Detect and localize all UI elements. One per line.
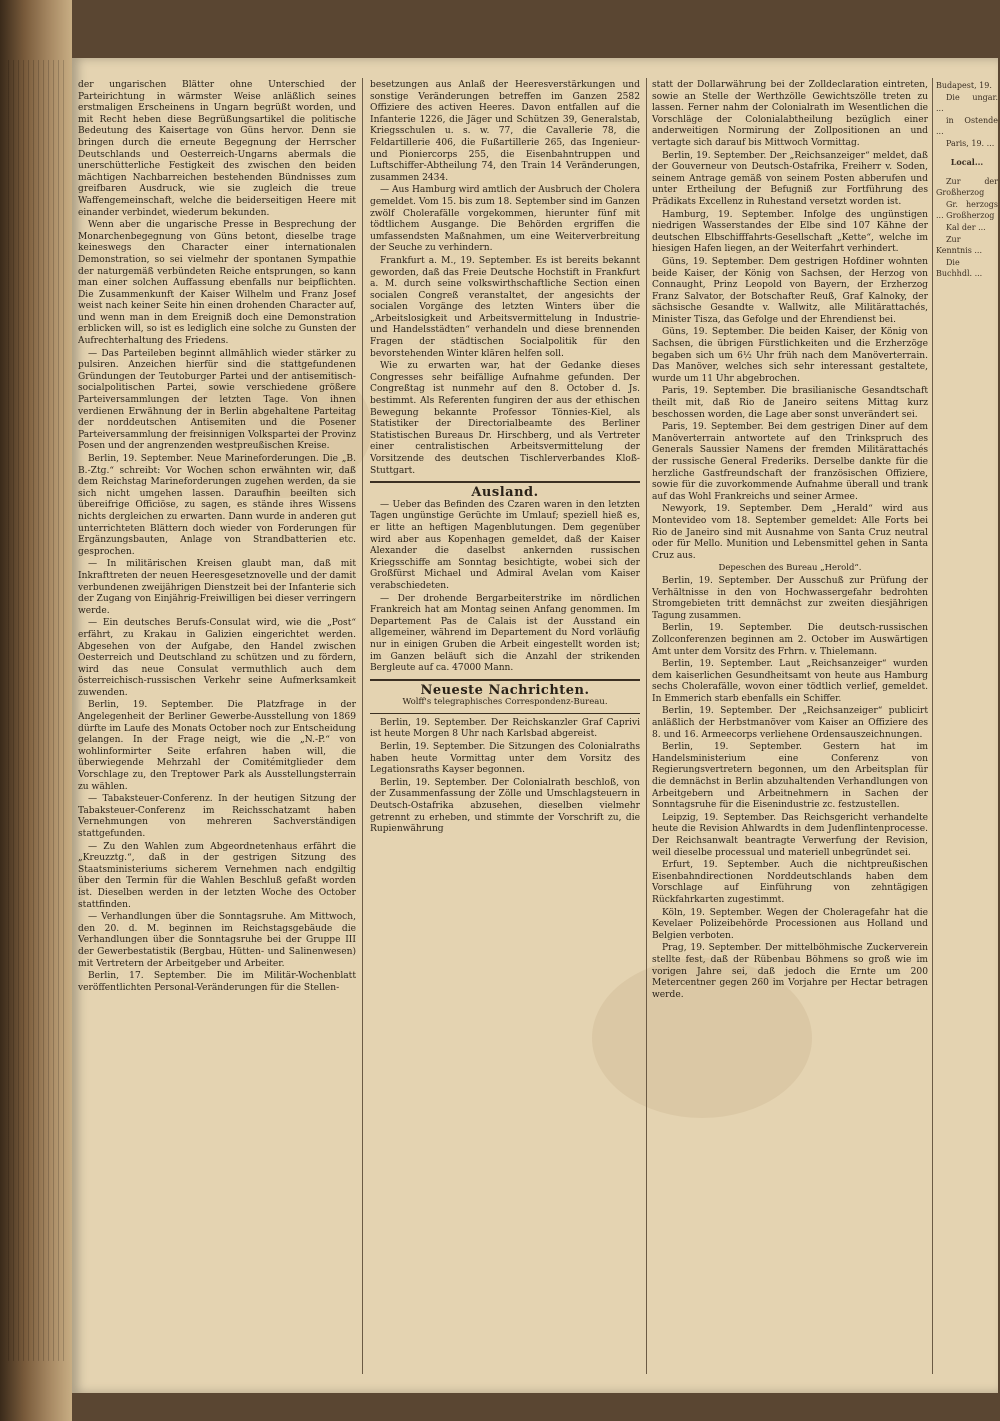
column-1	[78, 80, 356, 1380]
article-paragraph: Güns, 19. September. Dem gestrigen Hofdiner wohnten beide Kaiser, der König von Sachsen, der Herzog von Connaught, Prinz Leopold von Bayern, der Erzherzog Franz Salvator, der Botschafter Reuß, Graf Kalnoky, der sächsische Gesandte v. Wallwitz, alle Militärattachés, Minister Tisza, das Gefolge und der Ehrendienst bei.	[652, 256, 928, 325]
fragment-line: Budapest, 19.	[936, 81, 992, 90]
article-paragraph: der ungarischen Blätter ohne Unterschied der Parteirichtung in wärmster Weise anläßlich seines erstmaligen Erscheinens in Ungarn begrüßt worden, und mit Recht heben diese Begrüßungsartikel die politische Bedeutung des Kaisertage von Güns hervor. Denn sie bringen durch die erneute Begegnung der Herrscher Deutschlands und Oesterreich-Ungarns abermals die unerschütterliche Festigkeit des zwischen den beiden mächtigen Nachbarreichen bestehenden Bündnisses zum greifbaren Ausdruck, wie sie zugleich die treue Waffengemeinschaft, welche die beiderseitigen Heere mit einander verbindet, wiederum bekunden.	[78, 80, 356, 218]
fragment-heading: Local...	[950, 157, 984, 167]
article-paragraph: Wie zu erwarten war, hat der Gedanke dieses Congresses sehr beifällige Aufnahme gefunden. Der Congreßtag ist nunmehr auf den 8. October d. Js. bestimmt. Als Referenten fungiren der aus der ethischen Bewegung bekannte Professor Tönnies-Kiel, als Statistiker der Directorialbeamte des Berliner Statistischen Bureaus Dr. Hirschberg, und als Vertreter einer centralistischen Arbeitsvermittelung der Vorsitzende des deutschen Tischlerverbandes Kloß-Stuttgart.	[370, 361, 640, 476]
section-rule	[370, 713, 640, 714]
article-paragraph: Berlin, 19. September. Der Colonialrath beschloß, von der Zusammenfassung der Zölle und Umschlagsteuern in Deutsch-Ostafrika abzusehen, dieselben vielmehr getrennt zu erheben, und stimmte der Vorschrift zu, die Rupienwährung	[370, 777, 640, 835]
article-paragraph: — Der drohende Bergarbeiterstrike im nördlichen Frankreich hat am Montag seinen Anfang genommen. Im Departement Pas de Calais ist der Ausstand ein allgemeiner, während im Departement du Nord vorläufig nur in einigen Gruben die Arbeit eingestellt worden ist; im Ganzen beläuft sich die Anzahl der strikenden Bergleute auf ca. 47000 Mann.	[370, 593, 640, 674]
article-paragraph: — Ueber das Befinden des Czaren waren in den letzten Tagen ungünstige Gerüchte im Umlauf; speziell hieß es, er litte an heftigen Magenblutungen. Dem gegenüber wird aber aus Kopenhagen gemeldet, daß der Kaiser Alexander die daselbst ankernden russischen Kriegsschiffe am Sonntag besichtigte, wobei sich der Großfürst Michael und Admiral Avelan vom Kaiser verabschiedeten.	[370, 499, 640, 591]
article-paragraph: — Verhandlungen über die Sonntagsruhe. Am Mittwoch, den 20. d. M. beginnen im Reichstagsgebäude die Verhandlungen über die Sonntagsruhe bei der Gruppe III der Gewerbestatistik (Bergbau, Hütten- und Salinenwesen) mit Vertretern der Arbeitgeber und Arbeiter.	[78, 912, 356, 969]
article-paragraph: Güns, 19. September. Die beiden Kaiser, der König von Sachsen, die übrigen Fürstlichkeiten und die Erzherzöge begaben sich um 6½ Uhr früh nach dem Manöverterrain. Das Manöver, welches sich sehr interessant gestaltete, wurde um 11 Uhr abgebrochen.	[652, 327, 928, 384]
article-paragraph: Hamburg, 19. September. Infolge des ungünstigen niedrigen Wasserstandes der Elbe sind 107 Kähne der deutschen Elbschifffahrts-Gesellschaft „Kette“, welche im hiesigen Hafen liegen, an der Weiterfahrt verhindert.	[652, 209, 928, 255]
article-paragraph: Wenn aber die ungarische Presse in Besprechung der Monarchenbegegnung von Güns betont, dieselbe trage keineswegs den Character einer internationalen Demonstration, so sei vielmehr der spontanen Sympathie der naturgemäß verbündeten Reiche entsprungen, so kann man einer solchen Auffassung ebenfalls nur beipflichten. Die Zusammenkunft der Kaiser Wilhelm und Franz Josef weist nach keiner Seite hin einen drohenden Character auf, und wenn man in dem Ereigniß doch eine Demonstration erblicken will, so ist es lediglich eine solche zu Gunsten der Aufrechterhaltung des Friedens.	[78, 220, 356, 347]
article-paragraph: — In militärischen Kreisen glaubt man, daß mit Inkrafttreten der neuen Heeresgesetznovelle und der damit verbundenen zweijährigen Dienstzeit bei der Infanterie sich der Zugang von Einjährig-Freiwilligen bei dieser verringern werde.	[78, 559, 356, 616]
article-paragraph: Paris, 19. September. Bei dem gestrigen Diner auf dem Manöverterrain antwortete auf den Trinkspruch des Generals Saussier Namens der fremden Militärattachés der russische General Frederiks. Derselbe dankte für die herzliche Gastfreundschaft der französischen Offiziere, sowie für die zuvorkommende Aufnahme überall und trank auf das Wohl Frankreichs und seiner Armee.	[652, 422, 928, 502]
article-paragraph: — Zu den Wahlen zum Abgeordnetenhaus erfährt die „Kreuzztg.“, daß in der gestrigen Sitzung des Staatsministeriums sicherem Vernehmen nach endgiltig über den Termin für die Wahlen Beschluß gefaßt worden ist. Dieselben werden in der letzten Woche des October stattfinden.	[78, 841, 356, 910]
article-paragraph: Berlin, 17. September. Die im Militär-Wochenblatt veröffentlichten Personal-Veränderungen für die Stellen-	[78, 971, 356, 993]
article-paragraph: — Ein deutsches Berufs-Consulat wird, wie die „Post“ erfährt, zu Krakau in Galizien eingerichtet werden. Abgesehen von der Aufgabe, den Handel zwischen Oesterreich und Deutschland zu schützen und zu fördern, wird das neue Consulat vermuthlich auch dem österreichisch-russischen Verkehr seine Aufmerksamkeit zuwenden.	[78, 618, 356, 698]
fragment-line: in Ostende ...	[936, 116, 998, 136]
article-paragraph: — Das Parteileben beginnt allmählich wieder stärker zu pulsiren. Anzeichen hierfür sind die stattgefundenen Gründungen der Teutoburger Partei und der antisemitisch-socialpolitischen Partei, sowie verschiedene größere Parteiversammlungen der letzten Tage. Von ihnen verdienen Erwähnung der in Berlin abgehaltene Parteitag der norddeutschen Antisemiten und die Posener Parteiversammlung der freisinnigen Volkspartei der Provinz Posen und der angrenzenden westpreußischen Kreise.	[78, 348, 356, 452]
column-divider	[362, 78, 363, 1374]
section-heading-neueste: Neueste Nachrichten.	[420, 682, 590, 698]
article-paragraph: statt der Dollarwährung bei der Zolldeclaration eintreten, sowie an Stelle der Werthzölle Gewichtszölle treten zu lassen. Ferner nahm der Colonialrath im Wesentlichen die Vorschläge der Colonialabtheilung bezüglich einer anderweitigen Normirung der Zollpositionen an und vertagte sich darauf bis Mittwoch Vormittag.	[652, 80, 928, 148]
column-4-partial	[936, 80, 998, 1380]
newspaper-page	[72, 58, 998, 1393]
column-divider	[932, 78, 933, 1374]
article-paragraph: Berlin, 19. September. Laut „Reichsanzeiger“ wurden dem kaiserlichen Gesundheitsamt von heute aus Hamburg sechs Cholerafälle, wovon einer tödtlich verlief, gemeldet. In Emmerich starb ebenfalls ein Schiffer.	[652, 659, 928, 704]
article-paragraph: Berlin, 19. September. Die Platzfrage in der Angelegenheit der Berliner Gewerbe-Ausstellung von 1869 dürfte im Laufe des Monats October noch zur Entscheidung gelangen. In der Frage neigt, wie die „N.-P.“ von wohlinformirter Seite erfahren haben will, die überwiegende Mehrzahl der Comitémitglieder dem Vorschlage zu, den Treptower Park als Ausstellungsterrain zu wählen.	[78, 700, 356, 792]
article-paragraph: Berlin, 19. September. Der „Reichsanzeiger“ publicirt anläßlich der Herbstmanöver vom Kaiser an Offiziere des 8. und 16. Armeecorps verliehene Ordensauszeichnungen.	[652, 706, 928, 740]
article-paragraph: Berlin, 19. September. Die Sitzungen des Colonialraths haben heute Vormittag unter dem Vorsitz des Legationsraths Kayser begonnen.	[370, 742, 640, 776]
column-divider	[646, 78, 647, 1374]
article-paragraph: Paris, 19. September. Die brasilianische Gesandtschaft theilt mit, daß Rio de Janeiro seitens Mittag kurz beschossen worden, die Lage aber sonst unverändert sei.	[652, 386, 928, 420]
article-paragraph: Berlin, 19. September. Neue Marineforderungen. Die „B. B.-Ztg.“ schreibt: Vor Wochen schon erwähnten wir, daß dem Reichstag Marineforderungen zugehen werden, da sie sich nicht umgehen lassen. Daraufhin beeilten sich übereifrige Officiöse, zu sagen, es stände ihres Wissens nichts dergleichen zu erwarten. Dann wurde in anderen gut unterrichteten Blättern doch wieder von Forderungen für Ergänzungsbauten, Anlage von Strandbatterien etc. gesprochen.	[78, 454, 356, 557]
article-paragraph: Prag, 19. September. Der mittelböhmische Zuckerverein stellte fest, daß der Rübenbau Böhmens so groß wie im vorigen Jahre sei, daß jedoch die Ernte um 200 Metercentner gegen 260 im Vorjahre per Hectar betragen werde.	[652, 943, 928, 1000]
article-paragraph: Berlin, 19. September. Der Reichskanzler Graf Caprivi ist heute Morgen 8 Uhr nach Karlsbad abgereist.	[370, 717, 640, 740]
article-paragraph: besetzungen aus Anlaß der Heeresverstärkungen und sonstige Veränderungen betreffen im Ganzen 2582 Offiziere des activen Heeres. Davon entfallen auf die Infanterie 1226, die Jäger und Schützen 39, Generalstab, Kriegsschulen u. s. w. 77, die Cavallerie 78, die Feldartillerie 406, die Fußartillerie 265, das Ingenieur- und Pioniercorps 255, die Eisenbahntruppen und Luftschiffer-Abtheilung 74, den Train 14 Veränderungen, zusammen 2434.	[370, 80, 640, 183]
section-heading-ausland: Ausland.	[471, 485, 539, 501]
column-3	[652, 80, 928, 1380]
section-subheading: Depeschen des Bureau „Herold“.	[718, 563, 862, 574]
article-paragraph: — Tabaksteuer-Conferenz. In der heutigen Sitzung der Tabaksteuer-Conferenz im Reichsschatzamt haben Vernehmungen von mehreren Sachverständigen stattgefunden.	[78, 794, 356, 839]
article-paragraph: Frankfurt a. M., 19. September. Es ist bereits bekannt geworden, daß das Freie Deutsche Hochstift in Frankfurt a. M. durch seine volkswirthschaftliche Section einen socialen Congreß veranstaltet, der angesichts der socialen Vorgänge des letzten Winters über die „Arbeitslosigkeit und Arbeitsvermittelung in Industrie- und Handelsstädten“ verhandeln und diese brennenden Fragen der städtischen Socialpolitik für den bevorstehenden Winter klären helfen soll.	[370, 255, 640, 359]
fragment-line: Die Buchhdl. ...	[936, 258, 983, 278]
section-subheading: Wolff's telegraphisches Correspondenz-Bureau.	[402, 697, 608, 708]
fragment-line: Paris, 19. ...	[946, 139, 995, 148]
column-2	[370, 80, 640, 1380]
fragment-line: Kal der ...	[946, 223, 986, 232]
article-paragraph: Berlin, 19. September. Die deutsch-russischen Zollconferenzen beginnen am 2. October im Auswärtigen Amt unter dem Vorsitz des Frhrn. v. Thielemann.	[652, 623, 928, 657]
article-paragraph: Leipzig, 19. September. Das Reichsgericht verhandelte heute die Revision Ahlwardts in dem Judenflintenprocesse. Der Reichsanwalt beantragte Verwerfung der Revision, weil dieselbe processual und materiell unbegründet sei.	[652, 812, 928, 858]
section-rule	[370, 481, 640, 483]
article-paragraph: — Aus Hamburg wird amtlich der Ausbruch der Cholera gemeldet. Vom 15. bis zum 18. September sind im Ganzen zwölf Cholerafälle vorgekommen, hierunter fünf mit tödtlichem Ausgange. Die Behörden ergriffen die umfassendsten Maßnahmen, um eine Weiterverbreitung der Seuche zu verhindern.	[370, 185, 640, 254]
article-paragraph: Berlin, 19. September. Gestern hat im Handelsministerium eine Conferenz von Regierungsvertretern begonnen, um den Arbeitsplan für die demnächst in Berlin abzuhaltenden Verhandlungen von Arbeitgebern und Arbeitnehmern in Sachen der Sonntagsruhe für die Eisenindustrie zc. festzustellen.	[652, 742, 928, 811]
article-paragraph: Berlin, 19. September. Der Ausschuß zur Prüfung der Verhältnisse in den von Hochwassergefahr bedrohten Stromgebieten tritt demnächst zur zweiten diesjährigen Tagung zusammen.	[652, 575, 928, 621]
article-paragraph: Erfurt, 19. September. Auch die nichtpreußischen Eisenbahndirectionen Norddeutschlands haben dem Vorschlage auf Einführung von zehntägigen Rückfahrkarten zugestimmt.	[652, 860, 928, 905]
article-paragraph: Berlin, 19. September. Der „Reichsanzeiger“ meldet, daß der Gouverneur von Deutsch-Ostafrika, Freiherr v. Soden, seinem Antrage gemäß von seinem Posten abberufen und unter Ertheilung der Befugniß zur Fortführung des Prädikats Excellenz in Ruhestand versetzt worden ist.	[652, 150, 928, 207]
article-paragraph: Köln, 19. September. Wegen der Choleragefahr hat die Kevelaer Polizeibehörde Processionen aus Holland und Belgien verboten.	[652, 907, 928, 941]
article-paragraph: Newyork, 19. September. Dem „Herald“ wird aus Montevideo vom 18. September gemeldet: Alle Forts bei Rio de Janeiro sind mit Ausnahme von Santa Cruz neutral oder für Mello. Munition und Lebensmittel gehen in Santa Cruz aus.	[652, 504, 928, 561]
fragment-line: Gr. herzogs ... Großherzog	[936, 200, 998, 220]
fragment-line: Zur der Großherzog	[936, 177, 998, 197]
fragment-line: Die ungar. ...	[936, 93, 998, 113]
section-rule	[370, 679, 640, 681]
fragment-line: Zur Kenntnis ...	[936, 235, 983, 255]
book-binding	[0, 0, 72, 1421]
